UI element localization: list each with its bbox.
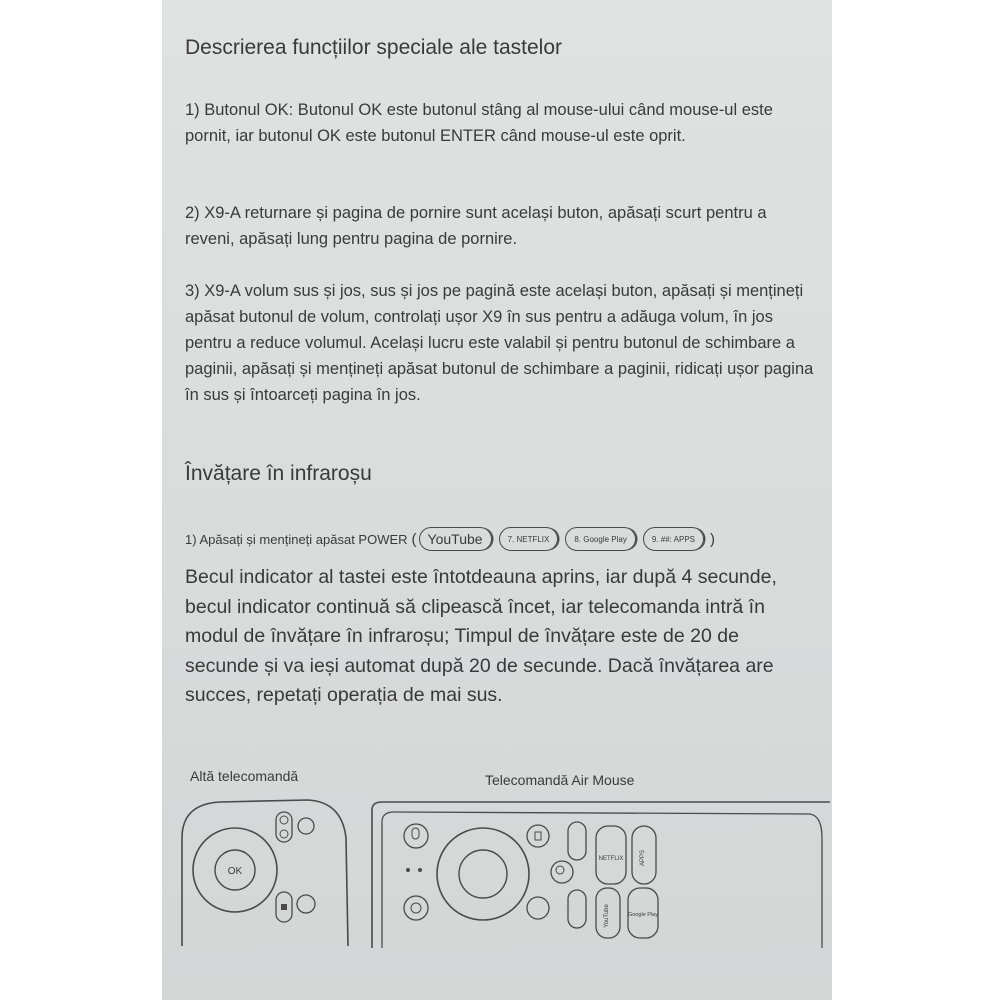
netflix-key: 7. NETFLIX (499, 527, 559, 551)
back-icon (297, 895, 315, 913)
air-mouse-remote-illustration (370, 798, 832, 948)
dpad-ring (437, 828, 529, 920)
netflix-key-label: NETFLIX (598, 856, 624, 862)
page-rocker-key (568, 822, 586, 860)
apps-key: 9. ##: APPS (643, 527, 704, 551)
youtube-key: YouTube (419, 527, 492, 551)
air-mouse-caption: Telecomandă Air Mouse (485, 772, 635, 788)
indicator-dot (418, 868, 422, 872)
search-icon (551, 861, 573, 883)
other-remote-caption: Altă telecomandă (190, 768, 299, 784)
back-icon (527, 897, 549, 919)
page-title: Descrierea funcțiilor speciale ale tastelor (185, 36, 563, 59)
youtube-key-label: YouTube (604, 904, 610, 928)
paragraph-volume-page: 3) X9-A volum sus și jos, sus și jos pe pagină este același buton, apăsați și mențineți apăsat butonul de volum, controlați ușor X9 în sus pentru a adăuga volum, în jos pentru a reduce volumul. Același lucru este valabil și pentru butonul de schimbare a paginii, apăsați și mențineți apăsat butonul de schimbare a paginii, ridicați ușor pagina în sus și întoarceți pagina în jos. (185, 282, 814, 404)
paragraph-ok-button: 1) Butonul OK: Butonul OK este butonul stâng al mouse-ului când mouse-ul este pornit, iar butonul OK este butonul ENTER când mouse-ul este oprit. (185, 101, 773, 145)
ir-step (185, 527, 715, 551)
volume-rocker-key (568, 890, 586, 928)
paragraph-return-home: 2) X9-A returnare și pagina de pornire sunt același buton, apăsați scurt pentru a reveni, apăsați lung pentru pagina de pornire. (185, 204, 767, 248)
ir-learning-heading: Învățare în infraroșu (185, 462, 372, 485)
power-icon (298, 818, 314, 834)
indicator-dot (406, 868, 410, 872)
ir-step-text: 1) Apăsați și mențineți apăsat POWER (185, 531, 408, 547)
close-paren: ) (709, 530, 715, 548)
power-icon (404, 896, 428, 920)
manual-page (162, 0, 832, 1000)
apps-key-label: APPS (640, 849, 646, 867)
google-play-key-label: Google Play (628, 912, 658, 918)
ir-description: Becul indicator al tastei este întotdeauna aprins, iar după 4 secunde, becul indicator continuă să clipească încet, iar telecomanda intră în modul de învățare în infraroșu; Timpul de învățare este de 20 de secunde și va ieși automat după 20 de secunde. Dacă învățarea are succes, repetați operația de mai sus. (185, 566, 777, 706)
google-play-key: 8. Google Play (565, 527, 635, 551)
ok-key-label: OK (227, 866, 243, 877)
menu-icon (527, 825, 549, 847)
ok-key (459, 850, 507, 898)
open-paren: ( (411, 530, 417, 548)
netflix-key (596, 826, 626, 884)
other-remote-illustration (180, 798, 350, 948)
